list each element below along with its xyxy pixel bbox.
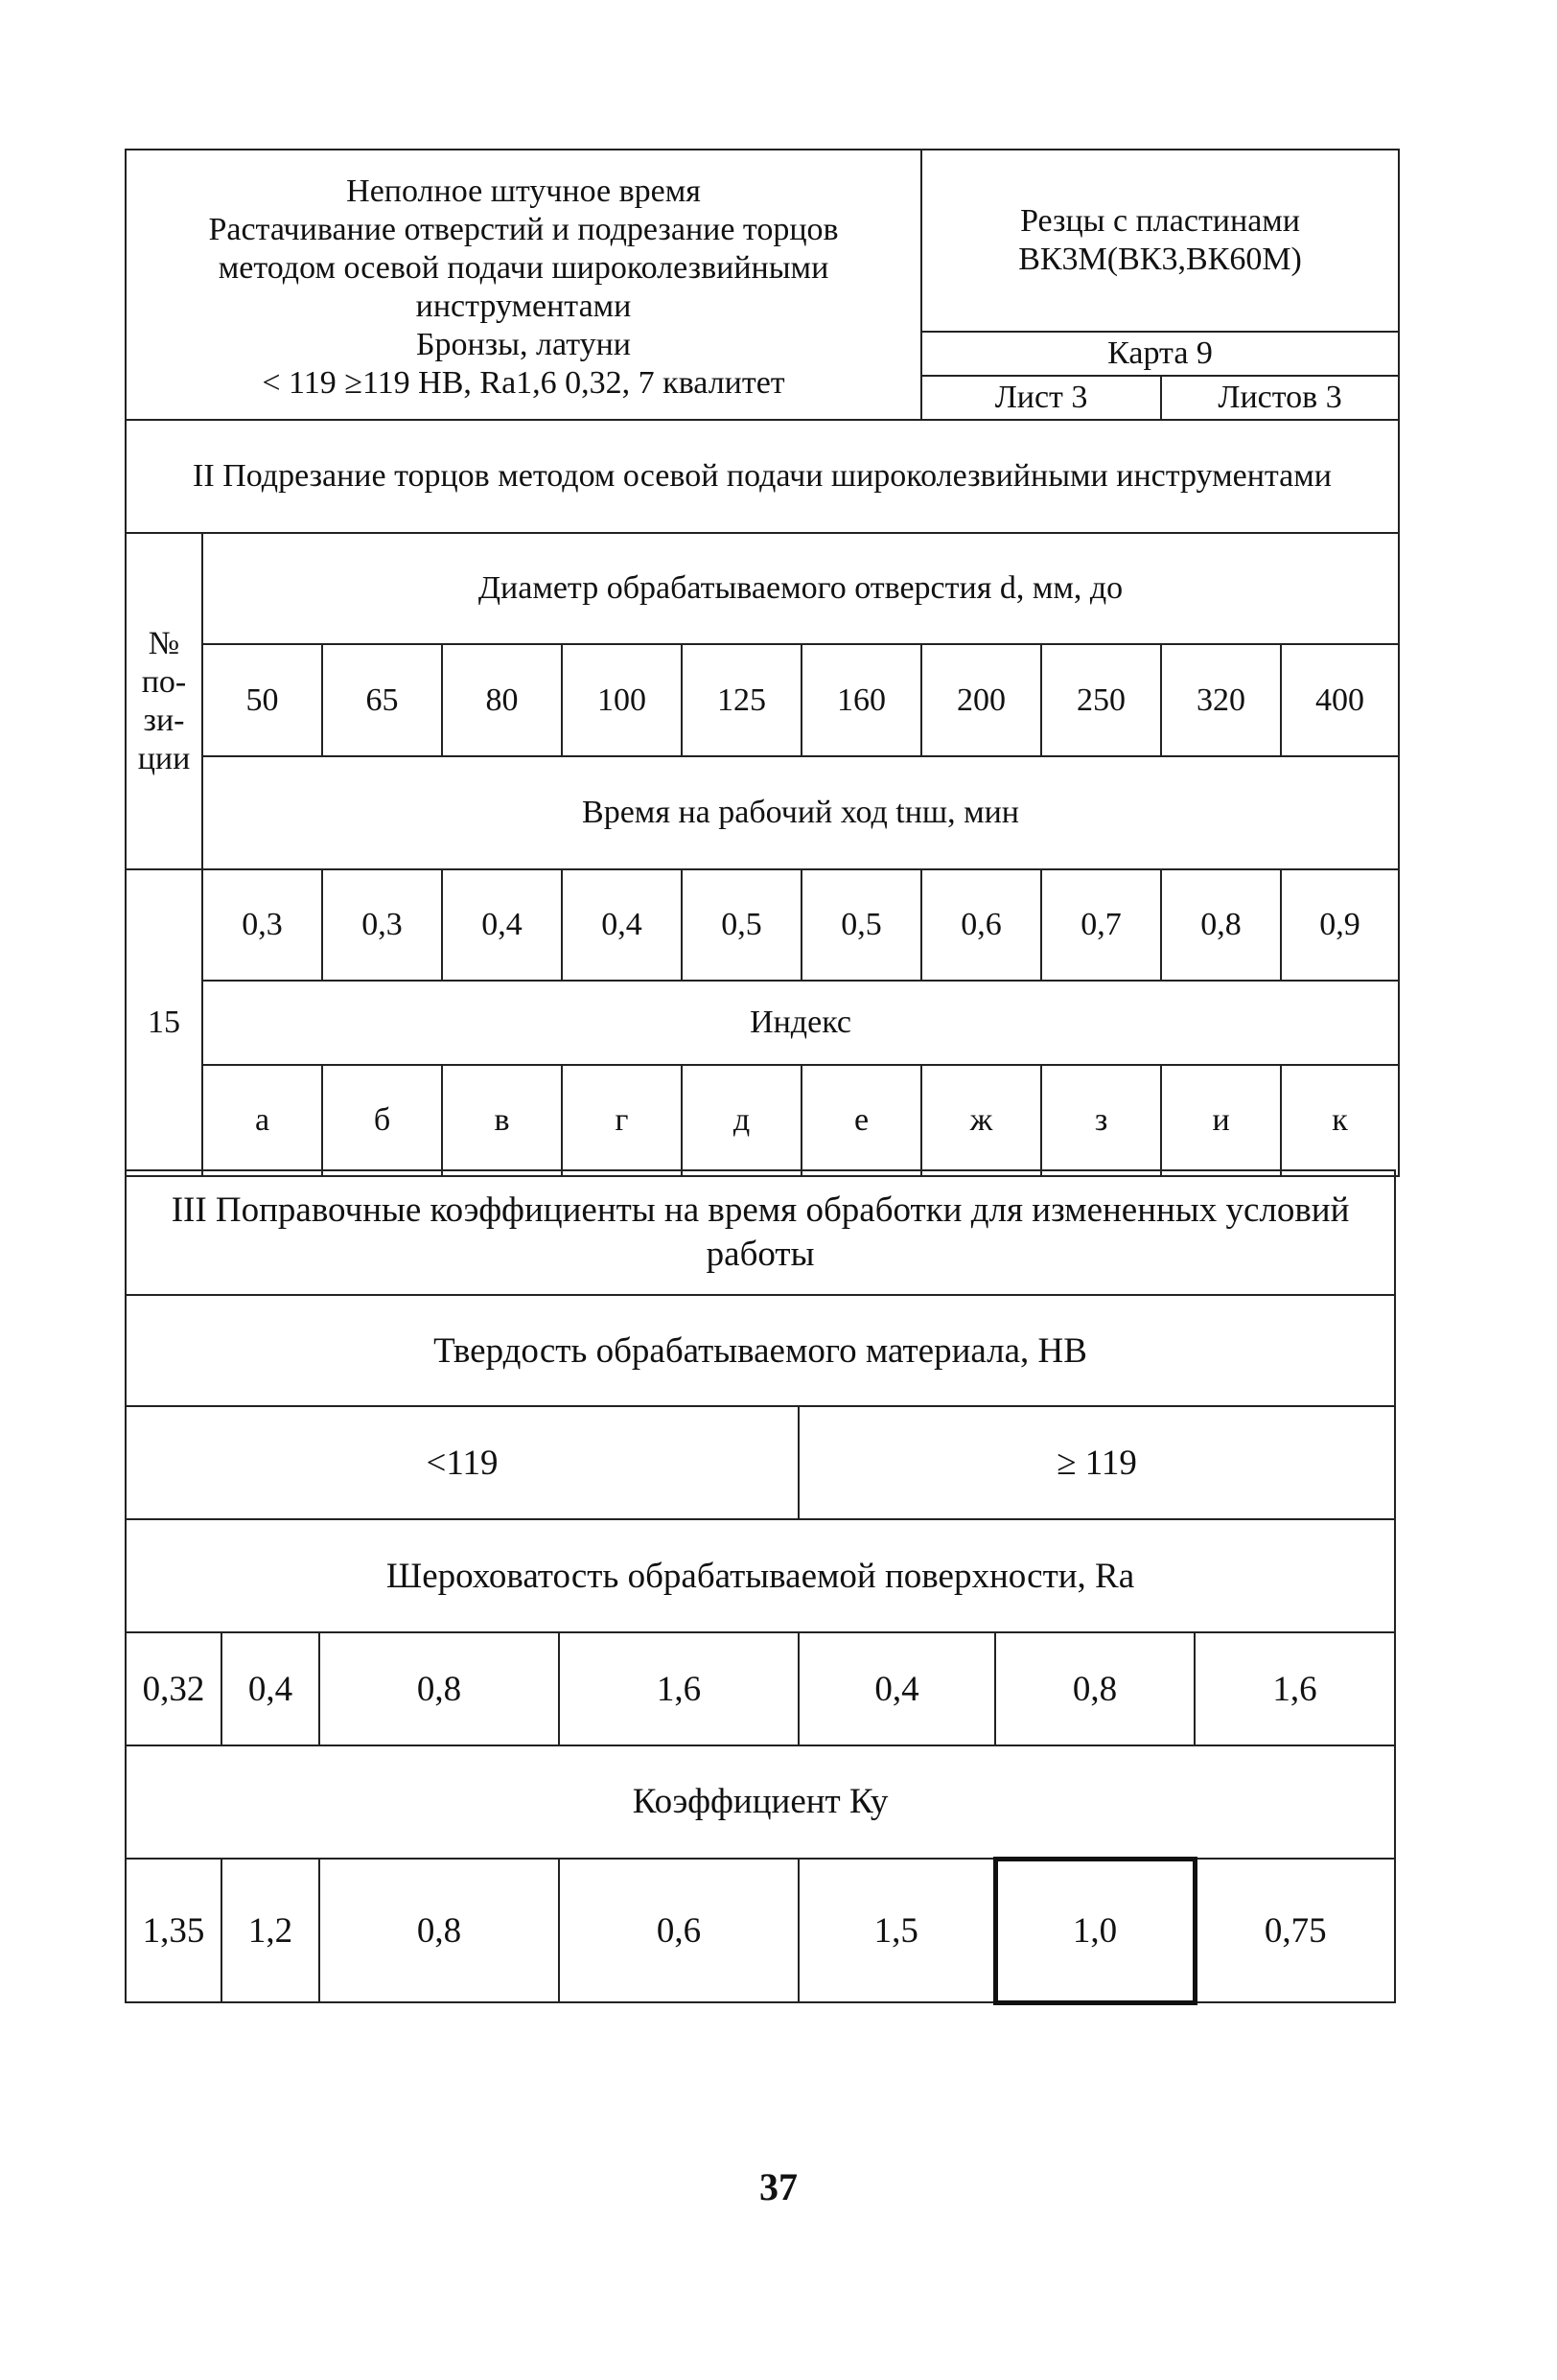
header-line: Неполное штучное время [346,173,701,209]
time-cell: 0,4 [442,869,562,981]
header-line: инструментами [415,289,632,324]
time-cell: 0,5 [802,869,921,981]
position-label-line: ции [137,740,191,776]
time-cell: 0,4 [562,869,682,981]
roughness-cell: 0,32 [126,1632,221,1745]
header-description [126,150,921,420]
index-cell: ж [921,1065,1041,1176]
section-3-title: III Поправочные коэффициенты на время обработки для измененных условий работы [126,1170,1395,1295]
position-label-line: № [148,625,180,661]
hardness-low: <119 [126,1406,799,1519]
section-2-title: II Подрезание торцов методом осевой подачи широколезвийными инструментами [126,420,1399,533]
header-line: методом осевой подачи широколезвийными [218,250,829,286]
tool-title-line: Резцы с пластинами [1020,203,1300,239]
time-cell: 0,3 [202,869,322,981]
tool-title [921,150,1399,332]
roughness-cell: 1,6 [559,1632,799,1745]
roughness-cell: 0,8 [995,1632,1195,1745]
header-line: Бронзы, латуни [416,327,632,362]
index-cell: и [1161,1065,1281,1176]
diameter-cell: 65 [322,644,442,756]
coefficient-cell: 1,5 [799,1859,995,2002]
coefficient-cell: 1,2 [221,1859,319,2002]
diameter-cell: 250 [1041,644,1161,756]
diameter-cell: 160 [802,644,921,756]
index-cell: д [682,1065,802,1176]
coefficient-cell: 0,6 [559,1859,799,2002]
index-cell: а [202,1065,322,1176]
time-cell: 0,9 [1281,869,1399,981]
diameter-cell: 100 [562,644,682,756]
index-label: Индекс [202,981,1399,1065]
time-label: Время на рабочий ход tнш, мин [202,756,1399,869]
header-line: Растачивание отверстий и подрезание торцов [208,212,839,247]
roughness-cell: 0,4 [221,1632,319,1745]
time-cell: 0,8 [1161,869,1281,981]
index-cell: з [1041,1065,1161,1176]
coefficient-cell: 0,75 [1195,1859,1395,2002]
coefficient-cell: 0,8 [319,1859,559,2002]
sheets-total: Листов 3 [1161,376,1399,420]
time-cell: 0,5 [682,869,802,981]
diameter-cell: 80 [442,644,562,756]
diameter-label: Диаметр обрабатываемого отверстия d, мм, до [202,533,1399,644]
roughness-cell: 1,6 [1195,1632,1395,1745]
header-line: < 119 ≥119 НВ, Ra1,6 0,32, 7 квалитет [262,365,785,401]
roughness-cell: 0,8 [319,1632,559,1745]
index-cell: б [322,1065,442,1176]
coefficient-cell: 1,35 [126,1859,221,2002]
time-cell: 0,7 [1041,869,1161,981]
index-cell: в [442,1065,562,1176]
diameter-cell: 200 [921,644,1041,756]
index-cell: к [1281,1065,1399,1176]
roughness-cell: 0,4 [799,1632,995,1745]
position-header [126,533,202,869]
roughness-label: Шероховатость обрабатываемой поверхности, Ra [126,1519,1395,1632]
position-label-line: зи- [143,702,185,738]
diameter-cell: 320 [1161,644,1281,756]
time-cell: 0,3 [322,869,442,981]
coefficient-cell-highlighted: 1,0 [995,1859,1195,2002]
position-number: 15 [126,869,202,1176]
index-cell: г [562,1065,682,1176]
diameter-cell: 400 [1281,644,1399,756]
index-cell: е [802,1065,921,1176]
position-label-line: по- [141,663,187,700]
diameter-cell: 125 [682,644,802,756]
card-number: Карта 9 [921,332,1399,376]
tool-title-line: ВК3М(ВК3,ВК60М) [1018,242,1302,277]
diameter-cell: 50 [202,644,322,756]
time-cell: 0,6 [921,869,1041,981]
coefficient-table [125,1169,1396,2005]
page-number: 37 [759,2165,798,2208]
norm-table [125,149,1400,1177]
hardness-label: Твердость обрабатываемого материала, НВ [126,1295,1395,1406]
sheet-number: Лист 3 [921,376,1161,420]
hardness-high: ≥ 119 [799,1406,1395,1519]
coefficient-label: Коэффициент Ку [126,1745,1395,1859]
